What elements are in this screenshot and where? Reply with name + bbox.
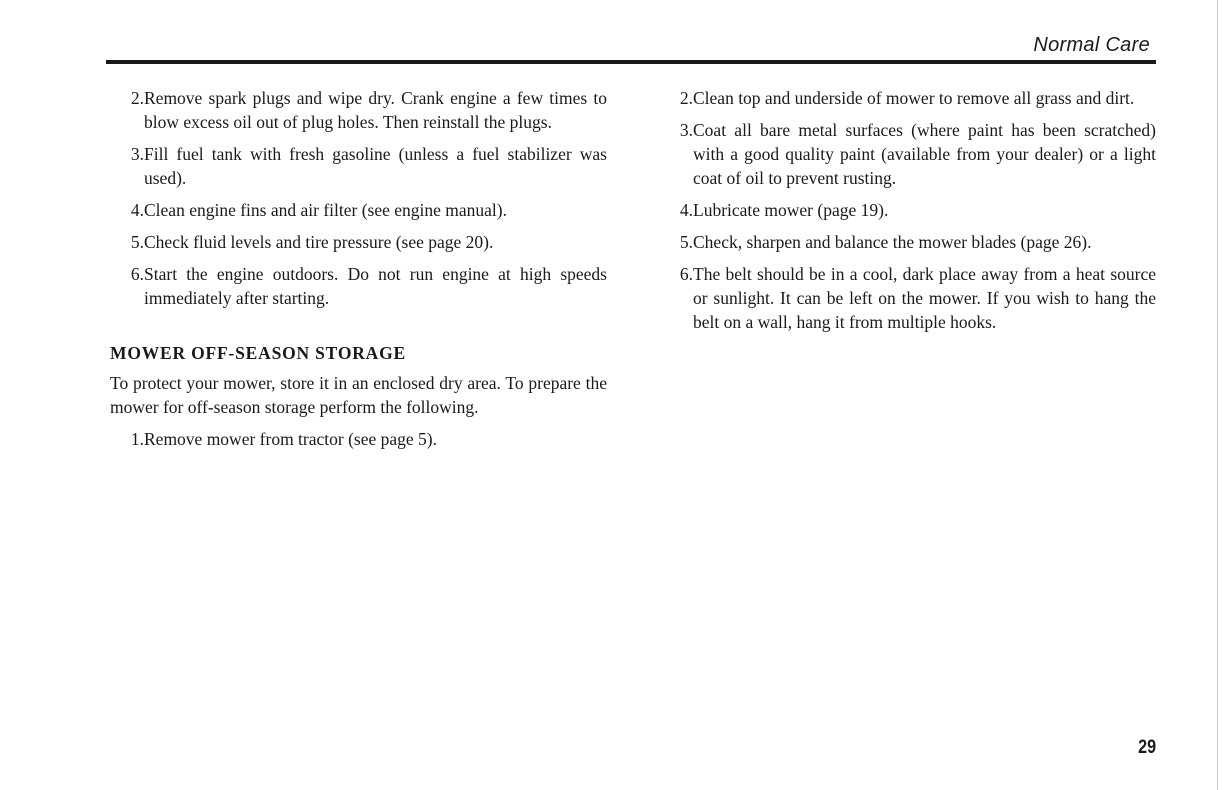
list-item-number: 3.: [130, 144, 144, 164]
list-item: [659, 230, 1156, 254]
list-item-text: Clean top and underside of mower to remove all grass and dirt.: [693, 88, 1135, 108]
list-item: [110, 427, 607, 451]
list-item-number: 3.: [679, 120, 693, 140]
list-item-text: Coat all bare metal surfaces (where paint has been scratched) with a good quality paint (available from your dealer) or a light coat of oil to prevent rusting.: [693, 120, 1156, 188]
list-item-text: Remove spark plugs and wipe dry. Crank engine a few times to blow excess oil out of plug holes. Then reinstall the plugs.: [144, 88, 607, 132]
list-item-text: Fill fuel tank with fresh gasoline (unless a fuel stabilizer was used).: [144, 144, 607, 188]
list-item: [659, 198, 1156, 222]
list-item-text: Clean engine fins and air filter (see engine manual).: [144, 200, 507, 220]
page-number: 29: [1138, 737, 1156, 758]
list-item: [110, 142, 607, 190]
list-item-text: Check, sharpen and balance the mower blades (page 26).: [693, 232, 1092, 252]
list-item-text: Lubricate mower (page 19).: [693, 200, 889, 220]
section-title: Normal Care: [1033, 34, 1150, 56]
right-column: [659, 86, 1156, 342]
intro-paragraph: To protect your mower, store it in an enclosed dry area. To prepare the mower for off-season storage perform the following.: [110, 373, 607, 417]
page-edge-line: [1217, 0, 1218, 790]
list-item-text: Start the engine outdoors. Do not run engine at high speeds immediately after starting.: [144, 264, 607, 308]
list-item-number: 4.: [679, 200, 693, 220]
list-item: [659, 262, 1156, 334]
list-item: [110, 230, 607, 254]
section-heading: MOWER OFF-SEASON STORAGE: [110, 343, 406, 363]
list-item-number: 1.: [130, 429, 144, 449]
list-item-number: 4.: [130, 200, 144, 220]
list-item: [659, 118, 1156, 190]
list-item-number: 2.: [679, 88, 693, 108]
left-column: [110, 86, 607, 459]
list-item-text: The belt should be in a cool, dark place away from a heat source or sunlight. It can be left on the mower. If you wish to hang the belt on a wall, hang it from multiple hooks.: [693, 264, 1156, 332]
list-item-number: 5.: [679, 232, 693, 252]
list-item-text: Check fluid levels and tire pressure (see page 20).: [144, 232, 494, 252]
list-item: [110, 262, 607, 310]
list-item-number: 5.: [130, 232, 144, 252]
list-item-text: Remove mower from tractor (see page 5).: [144, 429, 438, 449]
header-rule: [106, 60, 1156, 64]
list-item: [110, 198, 607, 222]
list-item: [659, 86, 1156, 110]
list-item-number: 6.: [130, 264, 144, 284]
list-item-number: 2.: [130, 88, 144, 108]
list-item-number: 6.: [679, 264, 693, 284]
list-item: [110, 86, 607, 134]
